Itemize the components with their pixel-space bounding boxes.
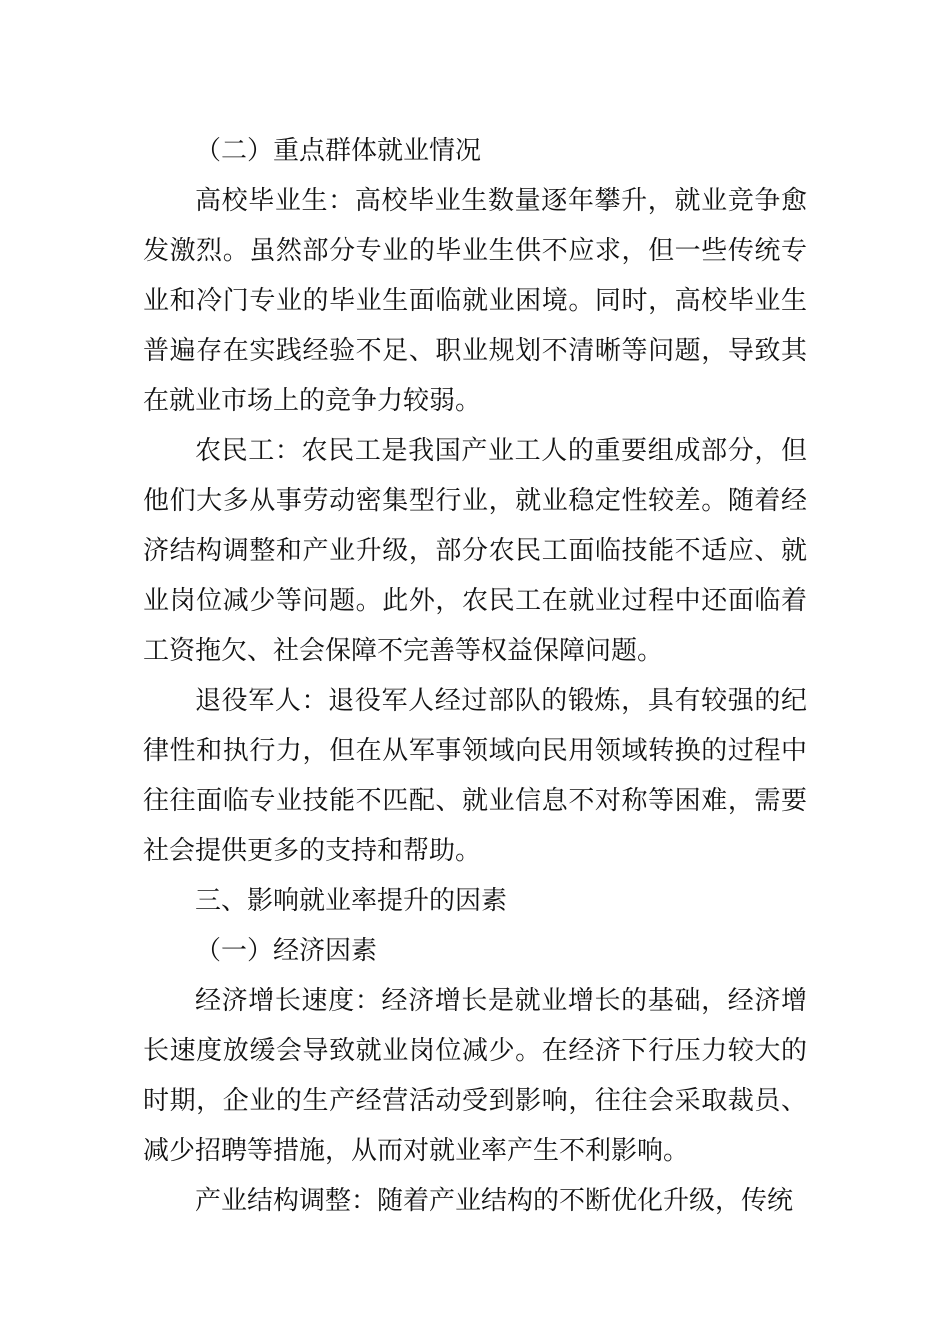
paragraph-veterans: 退役军人：退役军人经过部队的锻炼，具有较强的纪律性和执行力，但在从军事领域向民用领域转换的过程中往往面临专业技能不匹配、就业信息不对称等困难，需要社会提供更多的支持和帮助。 xyxy=(143,686,807,866)
chapter-heading-factors: 三、影响就业率提升的因素 xyxy=(195,886,508,916)
paragraph-migrant-workers: 农民工：农民工是我国产业工人的重要组成部分，但他们大多从事劳动密集型行业，就业稳定性较差。随着经济结构调整和产业升级，部分农民工面临技能不适应、就业岗位减少等问题。此外，农民工在就业过程中还面临着工资拖欠、社会保障不完善等权益保障问题。 xyxy=(143,436,807,666)
document-body xyxy=(143,126,807,1226)
section-heading-economic-factors: （一）经济因素 xyxy=(195,936,378,966)
paragraph-industrial-structure: 产业结构调整：随着产业结构的不断优化升级，传统 xyxy=(195,1186,794,1216)
paragraph-college-graduates: 高校毕业生：高校毕业生数量逐年攀升，就业竞争愈发激烈。虽然部分专业的毕业生供不应求，但一些传统专业和冷门专业的毕业生面临就业困境。同时，高校毕业生普遍存在实践经验不足、职业规划不清晰等问题，导致其在就业市场上的竞争力较弱。 xyxy=(143,186,807,416)
paragraph-economic-growth: 经济增长速度：经济增长是就业增长的基础，经济增长速度放缓会导致就业岗位减少。在经济下行压力较大的时期，企业的生产经营活动受到影响，往往会采取裁员、减少招聘等措施，从而对就业率产生不利影响。 xyxy=(143,986,807,1166)
section-heading-key-groups: （二）重点群体就业情况 xyxy=(195,136,482,166)
